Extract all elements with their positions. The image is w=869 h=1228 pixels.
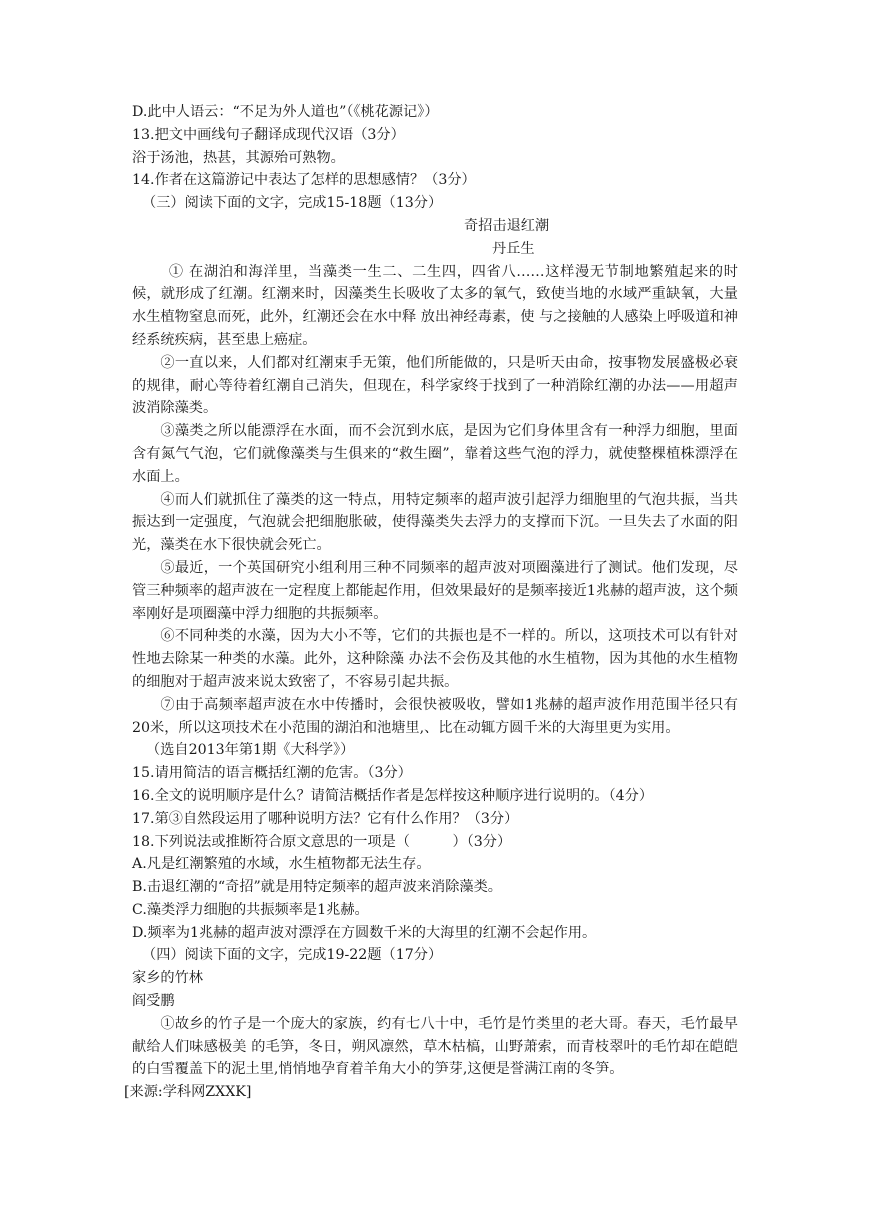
article-source: （选自2013年第1期《大科学》）	[146, 742, 355, 759]
source-tag: [来源:学科网ZXXK]	[124, 1084, 252, 1101]
question-15: 15.请用简洁的语言概括红潮的危害。（3分）	[132, 765, 412, 782]
option-c: C.藻类浮力细胞的共振频率是1兆赫。	[132, 901, 369, 918]
article-paragraph-7: ⑦由于高频率超声波在水中传播时，会很快被吸收，譬如1兆赫的超声波作用范围半径只有20米，所以这项技术在小范围的湖泊和池塘里,、比在动辄方圆千米的大海里更为实用。	[132, 696, 738, 736]
question-13-sentence: 浴于汤池，热甚，其源殆可熟物。	[132, 149, 345, 166]
article-paragraph-2: ②一直以来，人们都对红潮束手无策，他们所能做的，只是听天由命，按事物发展盛极必衰的规律，耐心等待着红潮自己消失，但现在，科学家终于找到了一种消除红潮的办法——用超声波消除藻类。	[132, 354, 738, 417]
document-page	[124, 101, 738, 1104]
section-4-heading: （四）阅读下面的文字，完成19-22题（17分）	[142, 947, 443, 964]
article-paragraph-4: ④而人们就抓住了藻类的这一特点，用特定频率的超声波引起浮力细胞里的气泡共振，当共振达到一定强度，气泡就会把细胞胀破，使得藻类失去浮力的支撑而下沉。一旦失去了水面的阳光，藻类在水下很快就会死亡。	[132, 491, 738, 554]
section-4-title: 家乡的竹林	[132, 970, 203, 987]
article-paragraph-1: ① 在湖泊和海洋里，当藻类一生二、二生四，四省八……这样漫无节制地繁殖起来的时候，就形成了红潮。红潮来时，因藻类生长吸收了太多的氧气，致使当地的水域严重缺氧，大量水生植物窒息而死，此外，红潮还会在水中释 放出神经毒素，使 与之接触的人感染上呼吸道和神经系统疾病，甚至患上癌症。	[132, 263, 738, 348]
question-13: 13.把文中画线句子翻译成现代汉语（3分）	[132, 126, 405, 143]
question-14: 14.作者在这篇游记中表达了怎样的思想感情？（3分）	[132, 172, 476, 189]
option-d: D.频率为1兆赫的超声波对漂浮在方圆数千米的大海里的红潮不会起作用。	[132, 924, 597, 941]
section-4-paragraph-1: ①故乡的竹子是一个庞大的家族，约有七八十中，毛竹是竹类里的老大哥。春天，毛竹最早献给人们味感极美 的毛笋，冬日，朔风凛然，草木枯槁，山野萧索，而青枝翠叶的毛竹却在皑皑的白雪覆盖下的泥土里,悄悄地孕育着羊角大小的笋芽,这便是誉满江南的冬笋。	[132, 1015, 738, 1078]
section-3-heading: （三）阅读下面的文字，完成15-18题（13分）	[142, 195, 443, 212]
article-paragraph-3: ③藻类之所以能漂浮在水面，而不会沉到水底，是因为它们身体里含有一种浮力细胞，里面含有氮气气泡，它们就像藻类与生俱来的“救生圈”，靠着这些气泡的浮力，就使整棵植株漂浮在水面上。	[132, 423, 738, 485]
article-paragraph-5: ⑤最近，一个英国研究小组利用三种不同频率的超声波对项圈藻进行了测试。他们发现，尽管三种频率的超声波在一定程度上都能起作用，但效果最好的是频率接近1兆赫的超声波，这个频率刚好是项圈藻中浮力细胞的共振频率。	[132, 559, 738, 622]
article-title: 奇招击退红潮	[464, 217, 550, 234]
option-b: B.击退红潮的“奇招”就是用特定频率的超声波来消除藻类。	[132, 879, 502, 896]
question-16: 16.全文的说明顺序是什么？请简洁概括作者是怎样按这种顺序进行说明的。（4分）	[132, 787, 654, 804]
question-18: 18.下列说法或推断符合原文意思的一项是（ ）（3分）	[132, 833, 512, 850]
article-paragraph-6: ⑥不同种类的水藻，因为大小不等，它们的共振也是不一样的。所以，这项技术可以有针对性地去除某一种类的水藻。此外，这种除藻 办法不会伤及其他的水生植物，因为其他的水生植物的细胞对于超声波来说太致密了，不容易引起共振。	[132, 628, 738, 690]
question-17: 17.第③自然段运用了哪种说明方法？它有什么作用？（3分）	[132, 810, 519, 827]
option-a: A.凡是红潮繁殖的水域，水生植物都无法生存。	[132, 856, 431, 873]
section-4-author: 阎受鹏	[132, 993, 175, 1010]
article-author: 丹丘生	[492, 240, 535, 257]
option-d-prev: D.此中人语云：“不足为外人道也”（《桃花源记》）	[132, 104, 439, 120]
